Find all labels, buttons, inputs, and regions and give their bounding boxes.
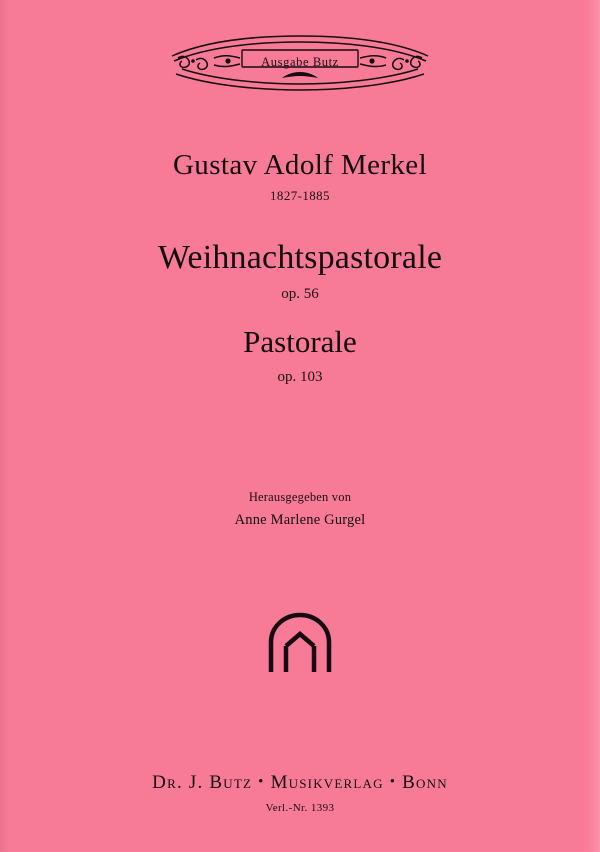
editor-role-label: Herausgegeben von: [248, 490, 352, 504]
series-banner: [168, 34, 432, 96]
opus-number-secondary: op. 103: [277, 369, 323, 386]
footer-separator-2: •: [389, 774, 397, 790]
footer: [0, 772, 600, 814]
publisher-logo: [266, 612, 334, 674]
title-block: [0, 150, 600, 386]
editor-credit: [0, 490, 600, 529]
opus-number-primary: op. 56: [281, 286, 319, 303]
publisher-name: Dr. J. Butz: [152, 772, 253, 793]
publisher-city: Bonn: [402, 772, 448, 793]
composer-life-dates: 1827-1885: [270, 187, 330, 203]
publisher-line: [0, 772, 600, 794]
composer-name: Gustav Adolf Merkel: [172, 149, 428, 181]
work-title-secondary: Pastorale: [243, 324, 357, 360]
publisher-type: Musikverlag: [270, 772, 384, 793]
editor-name: Anne Marlene Gurgel: [234, 512, 366, 528]
footer-separator-1: •: [258, 774, 265, 790]
butz-gothic-arch-logo-icon: [266, 612, 334, 674]
work-title-primary: Weihnachtspastorale: [157, 238, 443, 276]
series-label: Ausgabe Butz: [261, 55, 339, 69]
plate-number: Verl.-Nr. 1393: [265, 802, 335, 814]
